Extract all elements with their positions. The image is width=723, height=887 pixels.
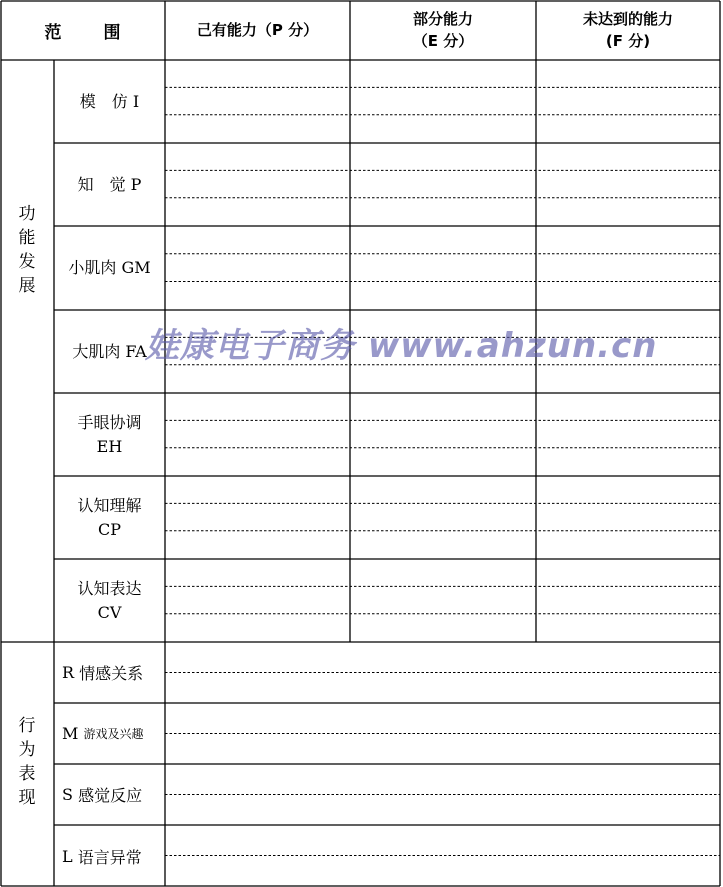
row-eye-hand-label: 手眼协调 EH bbox=[77, 412, 142, 456]
header-range: 范 围 bbox=[44, 22, 139, 43]
row-cognitive-expression-label: 认知表达 CV bbox=[77, 578, 142, 622]
row-cognitive-comprehension-label: 认知理解 CP bbox=[77, 495, 142, 539]
row-play-interest-label bbox=[54, 703, 165, 764]
row-fine-motor-label: 小肌肉 GM bbox=[68, 258, 151, 277]
row-relationship-label bbox=[54, 642, 165, 703]
row-play-interest-text: 游戏及兴趣 bbox=[83, 727, 144, 741]
row-imitation-label: 模 仿 I bbox=[79, 91, 140, 111]
row-gross-motor-label: 大肌肉 FA bbox=[72, 341, 147, 361]
row-language-prefix: L bbox=[62, 846, 73, 866]
row-sensory-text: 感觉反应 bbox=[78, 786, 143, 805]
row-play-interest-prefix: M bbox=[62, 724, 79, 743]
row-language-label bbox=[54, 825, 165, 887]
group-behavior bbox=[0, 642, 54, 887]
header-p-ability: 己有能力（P 分） bbox=[196, 21, 319, 39]
row-language-text: 语言异常 bbox=[77, 847, 142, 867]
group-functional-development bbox=[0, 60, 54, 642]
watermark: 娃康电子商务 www.ahzun.cn bbox=[145, 326, 658, 366]
header-e-ability: 部分能力 （E 分） bbox=[412, 10, 474, 50]
row-relationship-text: 情感关系 bbox=[79, 664, 144, 683]
group-functional-label: 功能发展 bbox=[18, 204, 36, 296]
row-perception-label: 知 觉 P bbox=[77, 174, 142, 194]
row-sensory-prefix: S bbox=[62, 785, 73, 804]
row-sensory-label bbox=[54, 764, 165, 825]
header-f-ability: 未达到的能力 (F 分) bbox=[582, 10, 673, 50]
row-relationship-prefix: R bbox=[62, 663, 75, 682]
group-behavior-label: 行为表现 bbox=[18, 716, 36, 808]
